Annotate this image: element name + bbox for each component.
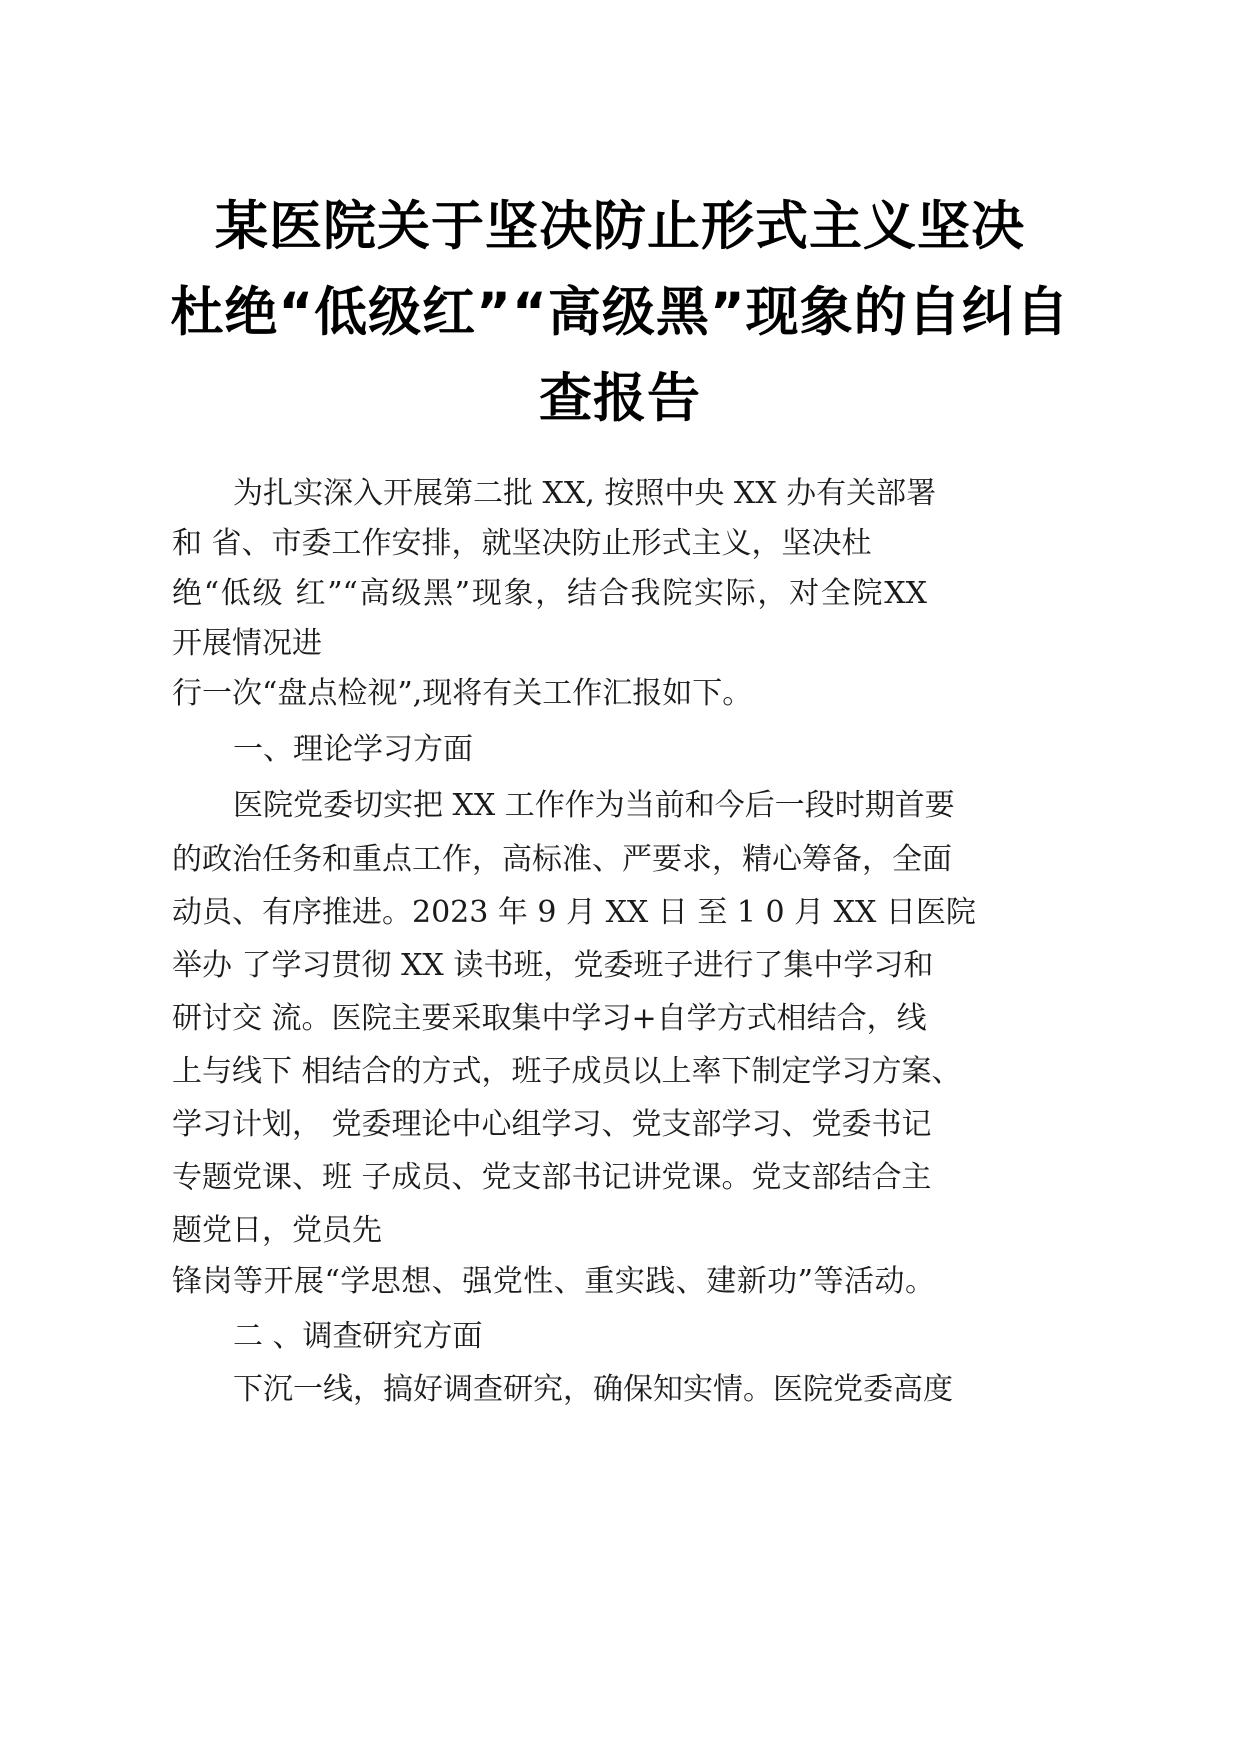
title-line-2: 杜绝“低级红”“高级黑”现象的自纠自 <box>170 282 1070 343</box>
paragraph-line: 下沉一线，搞好调查研究，确保知实情。医院党委高度 <box>233 1372 953 1407</box>
paragraph-line: 的政治任务和重点工作，高标准、严要求，精心筹备，全面 <box>172 842 952 877</box>
title-line-1: 某医院关于坚决防止形式主义坚决 <box>215 196 1025 257</box>
paragraph-line: 和 省、市委工作安排，就坚决防止形式主义，坚决杜 <box>172 526 872 561</box>
paragraph-line: 专题党课、班 子成员、党支部书记讲党课。党支部结合主 <box>172 1160 932 1195</box>
paragraph-line: 为扎实深入开展第二批 XX, 按照中央 XX 办有关部署 <box>233 476 937 511</box>
paragraph-line: 举办 了学习贯彻 XX 读书班，党委班子进行了集中学习和 <box>172 948 934 983</box>
section-heading-research: 二 、调查研究方面 <box>233 1319 483 1354</box>
paragraph-line: 题党日，党员先 <box>172 1213 382 1248</box>
title-line-3: 查报告 <box>539 368 701 429</box>
paragraph-line: 上与线下 相结合的方式，班子成员以上率下制定学习方案、 <box>172 1054 962 1089</box>
paragraph-line: 医院党委切实把 XX 工作作为当前和今后一段时期首要 <box>233 788 955 823</box>
paragraph-line: 研讨交 流。医院主要采取集中学习+自学方式相结合，线 <box>172 1001 927 1036</box>
section-heading-theory: 一、理论学习方面 <box>233 732 473 767</box>
paragraph-line: 行一次“盘点检视”,现将有关工作汇报如下。 <box>172 676 753 711</box>
paragraph-line: 学习计划， 党委理论中心组学习、党支部学习、党委书记 <box>172 1107 932 1142</box>
paragraph-line: 绝“低级 红”“高级黑”现象，结合我院实际，对全院XX <box>172 576 927 611</box>
paragraph-line: 动员、有序推进。2023 年 9 月 XX 日 至 1 0 月 XX 日医院 <box>172 895 976 930</box>
document-title <box>150 184 1090 442</box>
paragraph-line: 开展情况进 <box>172 626 322 661</box>
paragraph-line: 锋岗等开展“学思想、强党性、重实践、建新功”等活动。 <box>172 1264 935 1299</box>
